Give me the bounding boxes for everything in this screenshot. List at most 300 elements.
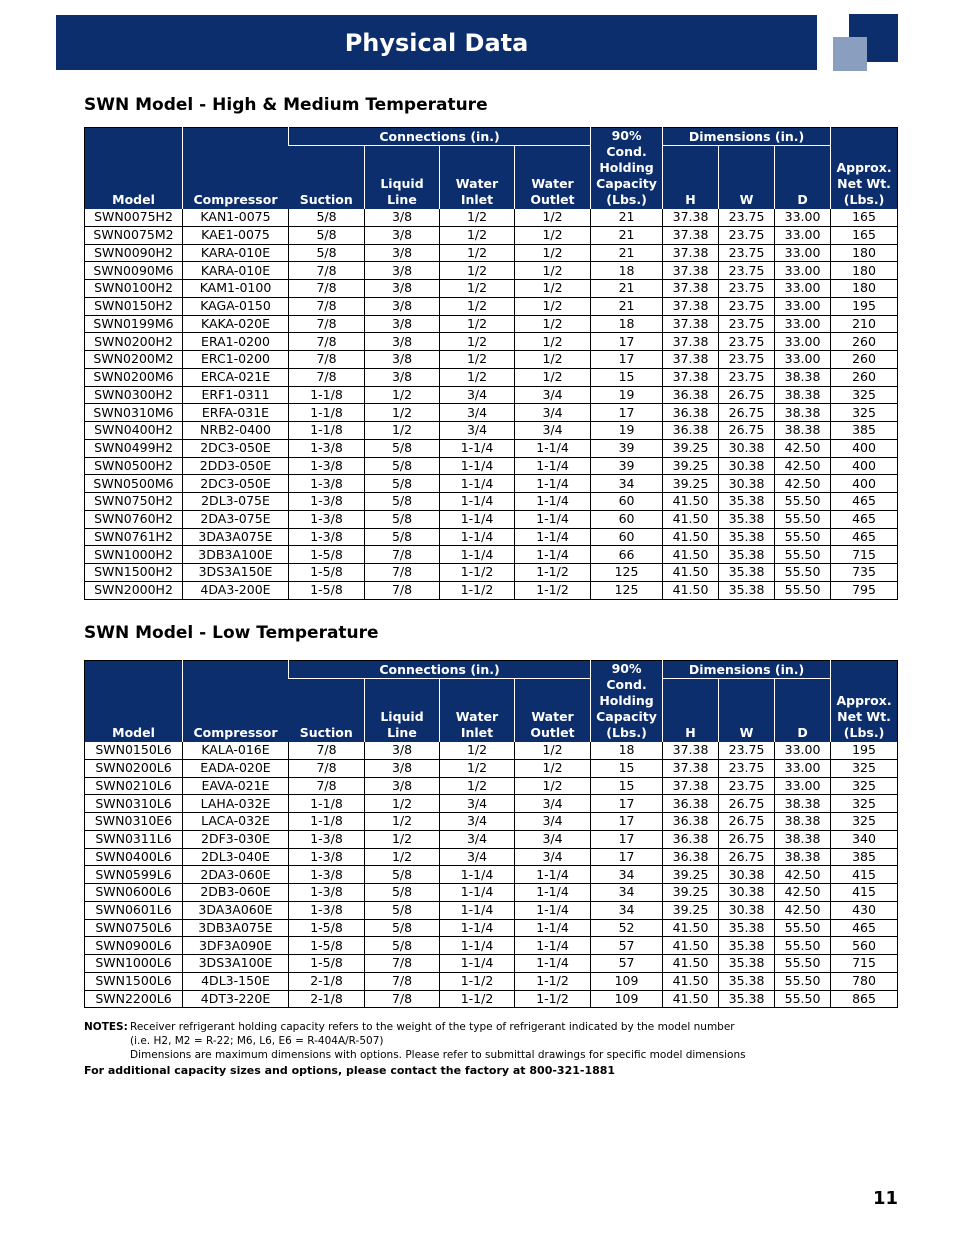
cell-water-outlet: 1-1/4 [515,901,591,919]
cell-dim-h: 37.38 [663,280,719,298]
header-holding-line: (Lbs.) [606,725,647,740]
cell-water-outlet: 1-1/4 [515,955,591,973]
cell-water-outlet: 1-1/2 [515,581,591,599]
cell-dim-h: 36.38 [663,386,719,404]
cell-holding-capacity: 18 [591,262,663,280]
cell-water-outlet: 3/4 [515,813,591,831]
cell-net-weight: 325 [831,759,898,777]
cell-holding-capacity: 52 [591,919,663,937]
cell-model: SWN0090M6 [93,262,174,278]
header-water-outlet-2: Outlet [530,192,575,207]
cell-dim-h: 37.38 [663,351,719,369]
cell-compressor: 2DL3-075E [183,493,289,511]
cell-liquid-line: 1/2 [365,422,440,440]
cell-net-weight: 430 [831,901,898,919]
cell-liquid-line: 5/8 [365,528,440,546]
cell-water-inlet: 3/4 [440,386,515,404]
cell-holding-capacity: 17 [591,813,663,831]
table-row [85,368,898,386]
header-holding-line: (Lbs.) [606,192,647,207]
cell-compressor: NRB2-0400 [183,422,289,440]
cell-net-weight: 560 [831,937,898,955]
cell-dim-w: 23.75 [719,262,775,280]
cell-dim-h: 37.38 [663,742,719,759]
cell-water-outlet: 1-1/4 [515,528,591,546]
cell-suction: 1-3/8 [289,866,365,884]
cell-model: SWN0075M2 [93,227,174,243]
page-title: Physical Data [344,28,529,57]
cell-suction: 1-1/8 [289,386,365,404]
cell-liquid-line: 7/8 [365,581,440,599]
cell-suction: 2-1/8 [289,972,365,990]
cell-liquid-line: 5/8 [365,439,440,457]
cell-compressor: 2DC3-050E [183,439,289,457]
cell-dim-w: 23.75 [719,297,775,315]
table-row [85,813,898,831]
cell-water-inlet: 1-1/4 [440,919,515,937]
header-weight-line: Net Wt. [837,709,891,724]
cell-dim-h: 36.38 [663,848,719,866]
cell-dim-w: 30.38 [719,901,775,919]
table-row [85,937,898,955]
cell-liquid-line: 3/8 [365,777,440,795]
cell-net-weight: 260 [831,368,898,386]
cell-dim-w: 26.75 [719,795,775,813]
cell-water-inlet: 1-1/4 [440,937,515,955]
cell-net-weight: 260 [831,351,898,369]
cell-holding-capacity: 19 [591,422,663,440]
cell-dim-w: 35.38 [719,546,775,564]
cell-compressor: LAHA-032E [183,795,289,813]
table-row [85,866,898,884]
cell-suction: 7/8 [289,368,365,386]
header-weight-line: Net Wt. [837,176,891,191]
cell-liquid-line: 5/8 [365,475,440,493]
cell-water-outlet: 1-1/4 [515,546,591,564]
cell-dim-h: 39.25 [663,457,719,475]
cell-holding-capacity: 17 [591,795,663,813]
cell-dim-w: 35.38 [719,510,775,528]
cell-dim-h: 36.38 [663,813,719,831]
table-row [85,297,898,315]
table-row [85,759,898,777]
cell-dim-d: 55.50 [775,990,831,1008]
header-weight-line: (Lbs.) [843,192,885,207]
cell-compressor: 4DA3-200E [183,581,289,599]
cell-holding-capacity: 34 [591,866,663,884]
header-water-inlet-1: Water [455,176,499,191]
cell-dim-d: 55.50 [775,528,831,546]
header-water-outlet-1: Water [531,176,574,191]
cell-holding-capacity: 34 [591,901,663,919]
cell-dim-d: 42.50 [775,475,831,493]
table-row [85,457,898,475]
cell-water-outlet: 1/2 [515,262,591,280]
cell-water-inlet: 1/2 [440,333,515,351]
cell-model: SWN0600L6 [95,884,172,900]
cell-liquid-line: 3/8 [365,244,440,262]
header-water-inlet [440,679,515,742]
high-medium-table-body [85,209,898,599]
header-water-inlet-2: Inlet [460,192,494,207]
cell-holding-capacity: 17 [591,351,663,369]
cell-dim-d: 33.00 [775,759,831,777]
cell-water-outlet: 3/4 [515,848,591,866]
cell-dim-w: 23.75 [719,742,775,759]
cell-water-outlet: 1/2 [515,315,591,333]
cell-water-outlet: 1-1/4 [515,884,591,902]
cell-model: SWN0750H2 [94,493,173,509]
cell-liquid-line: 3/8 [365,759,440,777]
cell-dim-h: 39.25 [663,866,719,884]
cell-water-inlet: 1-1/2 [440,564,515,582]
cell-dim-d: 55.50 [775,972,831,990]
cell-suction: 1-1/8 [289,795,365,813]
cell-suction: 1-3/8 [289,528,365,546]
table-row [85,546,898,564]
cell-dim-h: 41.50 [663,581,719,599]
cell-dim-w: 30.38 [719,866,775,884]
cell-net-weight: 165 [831,226,898,244]
cell-water-inlet: 1/2 [440,209,515,226]
cell-compressor: KAKA-020E [183,315,289,333]
cell-dim-h: 37.38 [663,759,719,777]
cell-net-weight: 210 [831,315,898,333]
cell-dim-d: 55.50 [775,546,831,564]
cell-compressor: 2DC3-050E [183,475,289,493]
cell-holding-capacity: 17 [591,404,663,422]
cell-dim-d: 38.38 [775,368,831,386]
cell-holding-capacity: 15 [591,368,663,386]
cell-dim-d: 55.50 [775,581,831,599]
cell-model: SWN0310L6 [95,795,172,811]
cell-dim-h: 41.50 [663,919,719,937]
cell-holding-capacity: 21 [591,244,663,262]
cell-liquid-line: 7/8 [365,955,440,973]
cell-suction: 7/8 [289,759,365,777]
cell-model: SWN0750L6 [95,919,172,935]
cell-holding-capacity: 60 [591,510,663,528]
cell-water-outlet: 3/4 [515,404,591,422]
table-row [85,244,898,262]
cell-dim-w: 23.75 [719,777,775,795]
cell-net-weight: 795 [831,581,898,599]
low-temp-table [84,660,898,1008]
cell-dim-d: 38.38 [775,830,831,848]
high-medium-title: SWN Model - High & Medium Temperature [84,95,488,115]
header-holding-line: Cond. [606,144,647,159]
cell-water-outlet: 1/2 [515,244,591,262]
notes-line-3: Dimensions are maximum dimensions with options. Please refer to submittal drawings for specific model dimensions [130,1049,746,1061]
corner-square-light [833,37,867,71]
table-row [85,742,898,759]
cell-dim-d: 55.50 [775,510,831,528]
cell-dim-d: 38.38 [775,813,831,831]
cell-water-inlet: 1/2 [440,226,515,244]
header-compressor: Compressor [183,128,289,210]
cell-water-inlet: 1/2 [440,262,515,280]
cell-suction: 7/8 [289,280,365,298]
cell-net-weight: 165 [831,209,898,226]
cell-dim-h: 37.38 [663,297,719,315]
header-holding-line: 90% [611,661,642,676]
cell-holding-capacity: 17 [591,830,663,848]
cell-liquid-line: 3/8 [365,368,440,386]
cell-compressor: ERF1-0311 [183,386,289,404]
cell-dim-w: 35.38 [719,937,775,955]
cell-holding-capacity: 125 [591,564,663,582]
header-liquid-line-2: Line [387,725,417,740]
cell-model: SWN0200M2 [93,351,174,367]
cell-compressor: 3DS3A150E [183,564,289,582]
header-holding-line: Holding [599,693,654,708]
cell-liquid-line: 3/8 [365,226,440,244]
cell-holding-capacity: 15 [591,759,663,777]
cell-water-outlet: 1-1/4 [515,919,591,937]
header-compressor: Compressor [183,661,289,743]
cell-dim-h: 41.50 [663,493,719,511]
cell-compressor: ERC1-0200 [183,351,289,369]
cell-dim-w: 26.75 [719,386,775,404]
cell-compressor: LACA-032E [183,813,289,831]
cell-suction: 1-3/8 [289,884,365,902]
cell-model: SWN2200L6 [95,990,172,1006]
cell-compressor: 2DA3-075E [183,510,289,528]
cell-dim-h: 41.50 [663,937,719,955]
header-h: H [663,146,719,209]
cell-liquid-line: 7/8 [365,564,440,582]
cell-net-weight: 715 [831,546,898,564]
cell-model: SWN0090H2 [94,244,173,260]
cell-compressor: KAN1-0075 [183,209,289,226]
header-h: H [663,679,719,742]
cell-compressor: KARA-010E [183,262,289,280]
table-row [85,795,898,813]
cell-water-inlet: 1-1/4 [440,457,515,475]
cell-dim-d: 33.00 [775,333,831,351]
header-water-outlet [515,146,591,209]
cell-model: SWN0150L6 [95,742,172,758]
header-w: W [719,146,775,209]
cell-dim-d: 33.00 [775,297,831,315]
cell-water-inlet: 3/4 [440,404,515,422]
cell-suction: 1-5/8 [289,581,365,599]
cell-dim-d: 42.50 [775,884,831,902]
cell-model: SWN1000L6 [95,955,172,971]
cell-suction: 5/8 [289,209,365,226]
cell-water-outlet: 1-1/2 [515,990,591,1008]
cell-liquid-line: 3/8 [365,315,440,333]
header-connections: Connections (in.) [289,661,591,679]
cell-dim-d: 42.50 [775,457,831,475]
cell-holding-capacity: 39 [591,439,663,457]
cell-water-outlet: 1/2 [515,297,591,315]
cell-suction: 7/8 [289,742,365,759]
cell-water-outlet: 1-1/4 [515,475,591,493]
cell-water-outlet: 1/2 [515,333,591,351]
cell-holding-capacity: 39 [591,457,663,475]
header-holding-line: Capacity [596,709,657,724]
cell-water-outlet: 1-1/4 [515,457,591,475]
cell-suction: 1-1/8 [289,422,365,440]
table-row [85,955,898,973]
cell-dim-h: 37.38 [663,333,719,351]
cell-water-outlet: 3/4 [515,795,591,813]
cell-liquid-line: 3/8 [365,209,440,226]
cell-holding-capacity: 109 [591,972,663,990]
cell-compressor: 2DD3-050E [183,457,289,475]
cell-holding-capacity: 17 [591,333,663,351]
table-row [85,972,898,990]
table-row [85,333,898,351]
cell-holding-capacity: 21 [591,280,663,298]
cell-suction: 7/8 [289,262,365,280]
cell-net-weight: 465 [831,510,898,528]
cell-liquid-line: 3/8 [365,297,440,315]
cell-model: SWN0150H2 [94,298,173,314]
cell-dim-w: 30.38 [719,475,775,493]
cell-dim-h: 37.38 [663,244,719,262]
header-liquid-line [365,679,440,742]
cell-liquid-line: 7/8 [365,972,440,990]
cell-dim-h: 41.50 [663,528,719,546]
cell-water-inlet: 1/2 [440,777,515,795]
cell-holding-capacity: 109 [591,990,663,1008]
cell-dim-w: 23.75 [719,333,775,351]
notes-text: Receiver refrigerant holding capacity refers to the weight of the type of refrigerant indicated by the model number [130,1021,735,1033]
cell-compressor: EAVA-021E [183,777,289,795]
cell-compressor: 2DF3-030E [183,830,289,848]
header-connections: Connections (in.) [289,128,591,146]
header-d: D [775,146,831,209]
low-temp-title: SWN Model - Low Temperature [84,623,379,643]
cell-dim-w: 23.75 [719,244,775,262]
cell-model: SWN0199M6 [93,315,174,331]
cell-dim-h: 37.38 [663,226,719,244]
cell-liquid-line: 3/8 [365,262,440,280]
cell-water-inlet: 1-1/4 [440,510,515,528]
cell-liquid-line: 3/8 [365,742,440,759]
header-liquid-line-1: Liquid [380,176,424,191]
cell-holding-capacity: 60 [591,528,663,546]
table-row [85,422,898,440]
cell-dim-w: 23.75 [719,315,775,333]
cell-net-weight: 465 [831,528,898,546]
cell-water-inlet: 3/4 [440,813,515,831]
cell-suction: 1-3/8 [289,848,365,866]
header-holding-capacity [591,128,663,210]
table-row [85,830,898,848]
cell-compressor: ERFA-031E [183,404,289,422]
cell-holding-capacity: 21 [591,209,663,226]
cell-dim-h: 41.50 [663,546,719,564]
table-row [85,280,898,298]
cell-net-weight: 195 [831,742,898,759]
cell-suction: 1-3/8 [289,830,365,848]
cell-water-outlet: 1-1/2 [515,564,591,582]
cell-compressor: 4DL3-150E [183,972,289,990]
cell-suction: 1-5/8 [289,919,365,937]
notes-line-2: (i.e. H2, M2 = R-22; M6, L6, E6 = R-404A/R-507) [130,1035,384,1047]
cell-water-outlet: 1-1/4 [515,493,591,511]
cell-dim-d: 55.50 [775,955,831,973]
cell-model: SWN0311L6 [95,831,172,847]
cell-water-inlet: 1-1/2 [440,581,515,599]
cell-net-weight: 325 [831,777,898,795]
cell-liquid-line: 1/2 [365,386,440,404]
cell-net-weight: 400 [831,457,898,475]
cell-suction: 7/8 [289,777,365,795]
cell-dim-d: 33.00 [775,777,831,795]
cell-dim-d: 33.00 [775,315,831,333]
table-row [85,351,898,369]
cell-dim-w: 23.75 [719,368,775,386]
cell-compressor: 2DA3-060E [183,866,289,884]
cell-liquid-line: 1/2 [365,848,440,866]
cell-net-weight: 465 [831,919,898,937]
cell-liquid-line: 5/8 [365,866,440,884]
cell-compressor: KARA-010E [183,244,289,262]
cell-suction: 1-1/8 [289,404,365,422]
header-water-outlet-1: Water [531,709,574,724]
cell-liquid-line: 1/2 [365,830,440,848]
header-liquid-line [365,146,440,209]
cell-net-weight: 340 [831,830,898,848]
cell-water-inlet: 1-1/4 [440,901,515,919]
cell-dim-w: 26.75 [719,848,775,866]
cell-compressor: 3DS3A100E [183,955,289,973]
cell-compressor: 2DB3-060E [183,884,289,902]
cell-dim-w: 30.38 [719,439,775,457]
cell-water-inlet: 3/4 [440,830,515,848]
cell-net-weight: 195 [831,297,898,315]
header-suction: Suction [289,146,365,209]
cell-liquid-line: 5/8 [365,510,440,528]
cell-liquid-line: 1/2 [365,795,440,813]
cell-model: SWN0601L6 [95,902,172,918]
cell-holding-capacity: 21 [591,297,663,315]
cell-water-outlet: 1-1/4 [515,866,591,884]
cell-dim-d: 55.50 [775,937,831,955]
cell-dim-h: 37.38 [663,777,719,795]
cell-holding-capacity: 57 [591,937,663,955]
cell-dim-d: 55.50 [775,493,831,511]
cell-model: SWN1500H2 [94,564,173,580]
cell-water-outlet: 1/2 [515,351,591,369]
contact-line: For additional capacity sizes and options, please contact the factory at 800-321-1881 [84,1064,616,1077]
header-suction: Suction [289,679,365,742]
header-model: Model [85,661,183,743]
notes-line-1 [84,1020,904,1034]
page-number: 11 [872,1188,898,1209]
table-row [85,493,898,511]
cell-dim-w: 35.38 [719,493,775,511]
table-row [85,404,898,422]
cell-model: SWN0210L6 [95,777,172,793]
header-model: Model [85,128,183,210]
cell-compressor: KAM1-0100 [183,280,289,298]
cell-dim-d: 33.00 [775,226,831,244]
cell-dim-h: 36.38 [663,795,719,813]
cell-dim-h: 36.38 [663,404,719,422]
cell-net-weight: 415 [831,884,898,902]
cell-liquid-line: 1/2 [365,813,440,831]
cell-model: SWN0200H2 [94,333,173,349]
header-weight-line: (Lbs.) [843,725,885,740]
cell-liquid-line: 3/8 [365,333,440,351]
cell-water-inlet: 1/2 [440,280,515,298]
cell-suction: 1-3/8 [289,475,365,493]
